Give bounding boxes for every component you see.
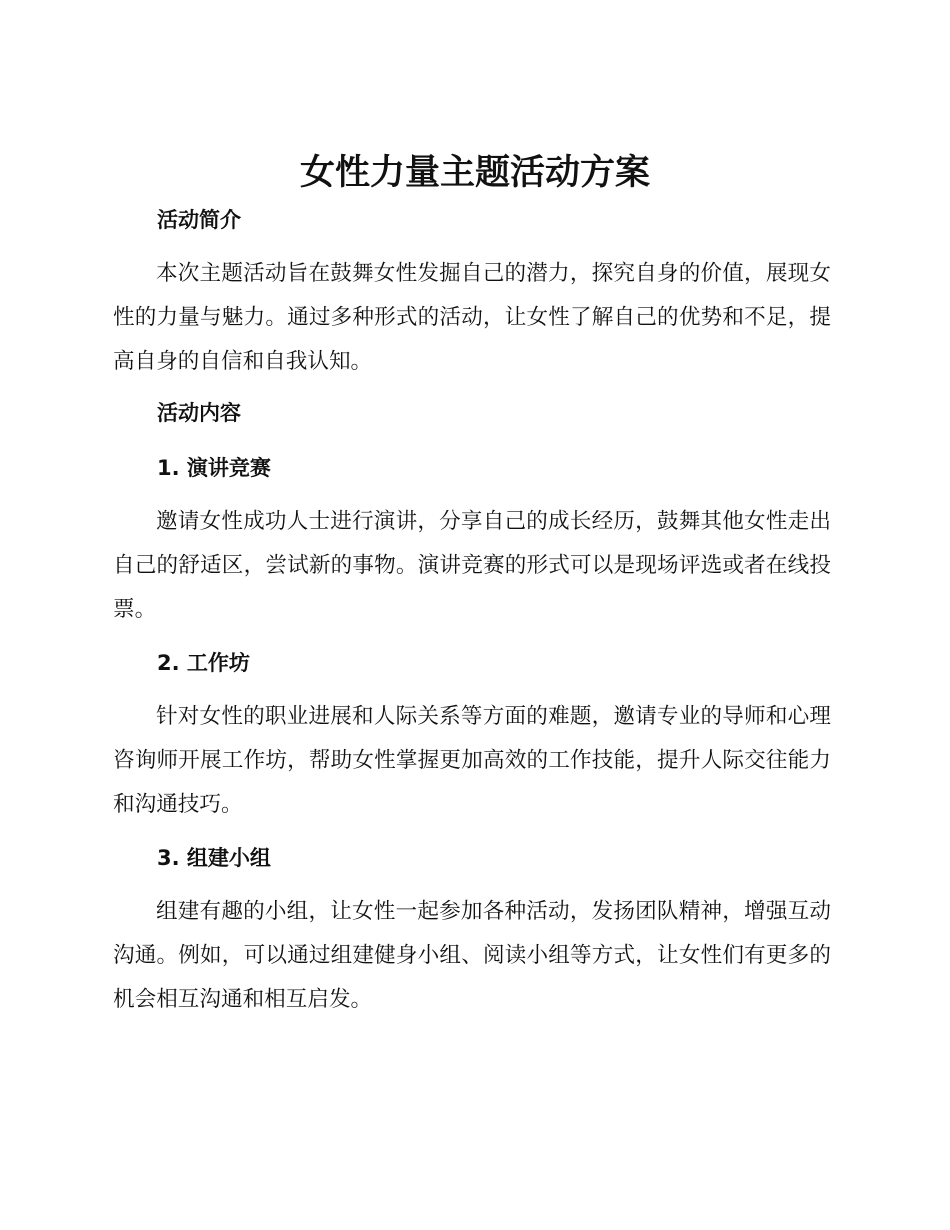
section-heading-workshop: 2. 工作坊 (157, 651, 250, 675)
section-heading-intro: 活动简介 (157, 208, 241, 232)
section-heading-speech: 1. 演讲竞赛 (157, 456, 271, 480)
document-title: 女性力量主题活动方案 (299, 153, 650, 193)
section-heading-group: 3. 组建小组 (157, 846, 271, 870)
section-paragraph-speech: 邀请女性成功人士进行演讲，分享自己的成长经历，鼓舞其他女性走出自己的舒适区，尝试新的事物。演讲竞赛的形式可以是现场评选或者在线投票。 (113, 509, 831, 622)
section-paragraph-intro: 本次主题活动旨在鼓舞女性发掘自己的潜力，探究自身的价值，展现女性的力量与魅力。通过多种形式的活动，让女性了解自己的优势和不足，提高自身的自信和自我认知。 (113, 261, 831, 374)
section-heading-content: 活动内容 (157, 401, 241, 425)
section-paragraph-workshop: 针对女性的职业进展和人际关系等方面的难题，邀请专业的导师和心理咨询师开展工作坊，帮助女性掌握更加高效的工作技能，提升人际交往能力和沟通技巧。 (113, 704, 831, 817)
section-paragraph-group: 组建有趣的小组，让女性一起参加各种活动，发扬团队精神，增强互动沟通。例如，可以通过组建健身小组、阅读小组等方式，让女性们有更多的机会相互沟通和相互启发。 (113, 899, 831, 1012)
